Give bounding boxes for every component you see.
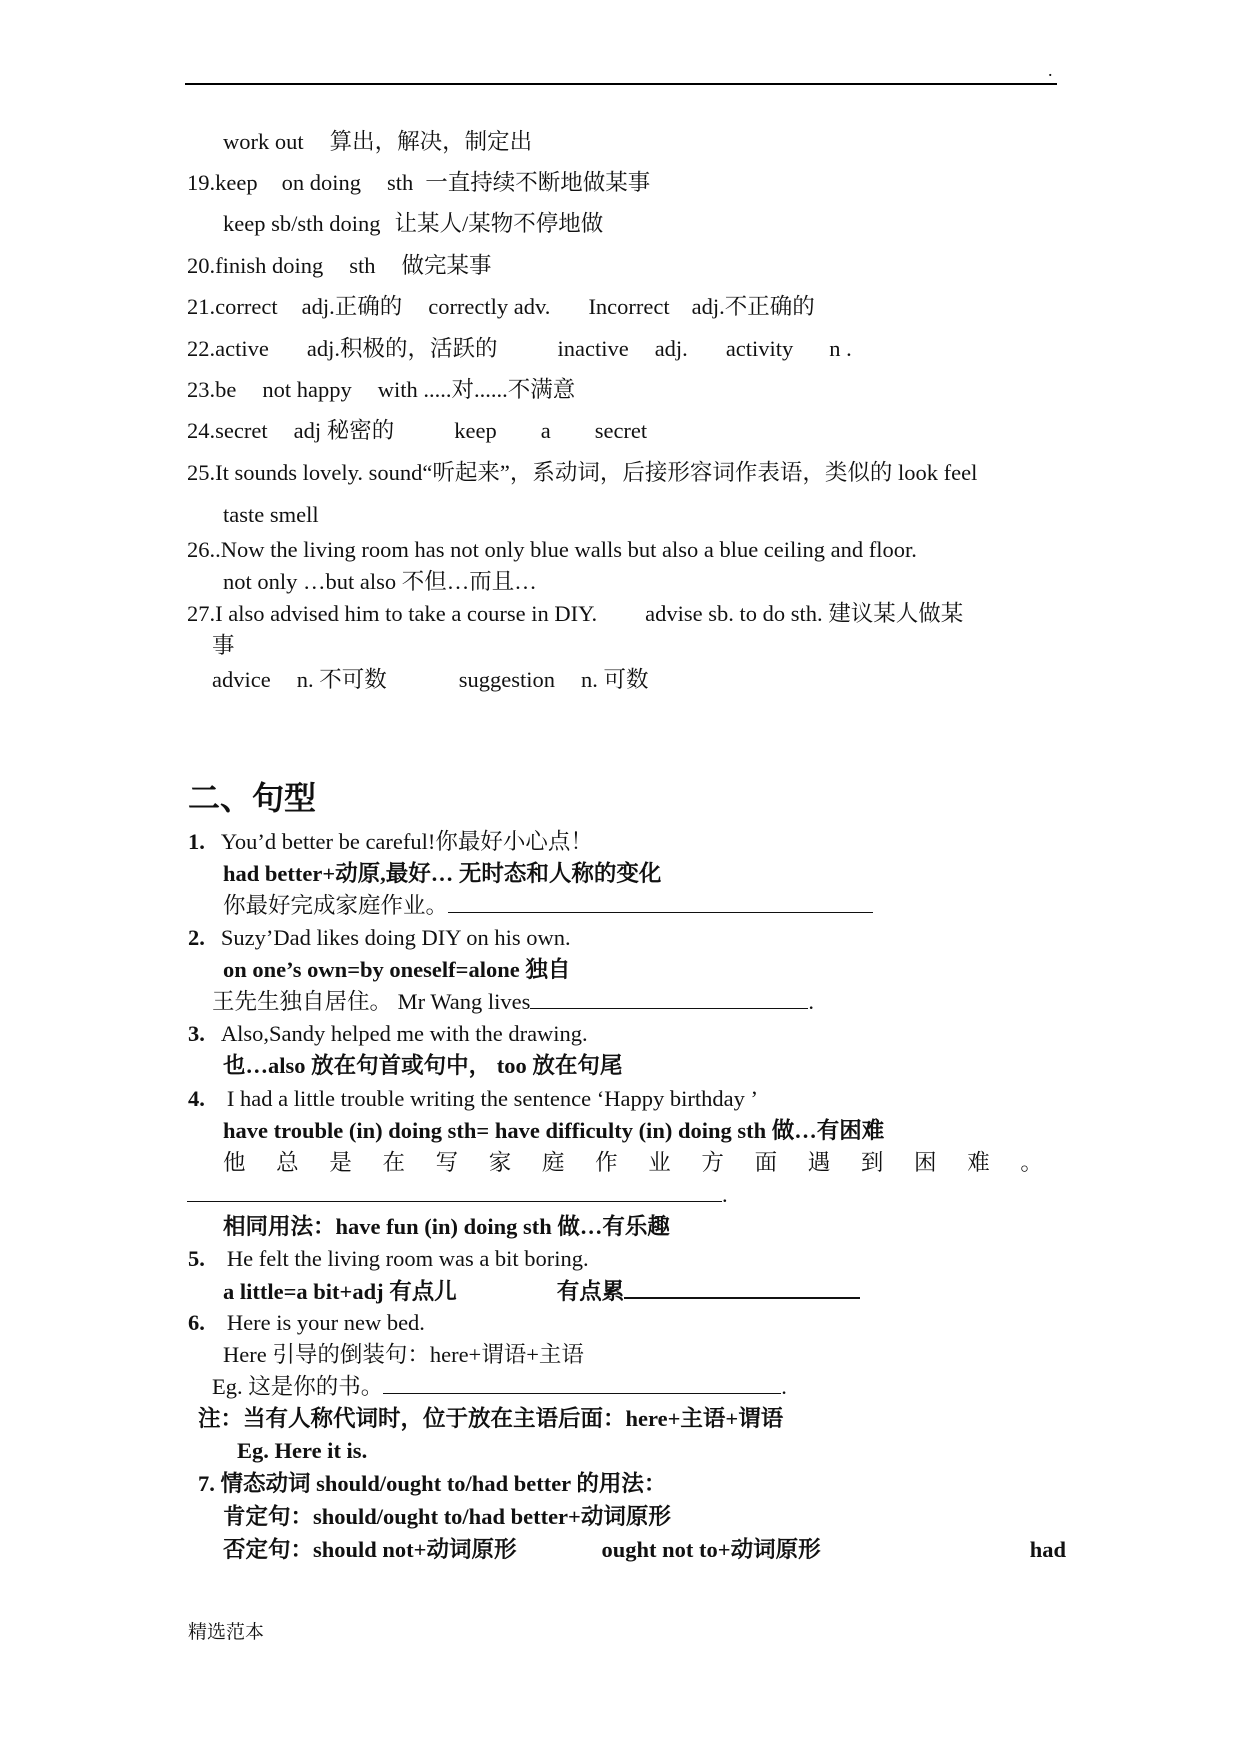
- sentence-4-rule-2: 相同用法：have fun (in) doing sth 做…有乐趣: [223, 1214, 670, 1239]
- sentence-6-rule: Here 引导的倒装句：here+谓语+主语: [223, 1342, 584, 1367]
- sentence-2-rule: on one’s own=by oneself=alone 独自: [223, 957, 571, 982]
- vocab-line-27-cont: 事: [212, 633, 235, 658]
- vocab-line-27: 27.I also advised him to take a course in DIY. advise sb. to do sth. 建议某人做某: [187, 601, 964, 626]
- vocab-line-19: 19.keep on doing sth 一直持续不断地做某事: [187, 170, 651, 195]
- vocab-line-20: 20.finish doing sth 做完某事: [187, 253, 492, 278]
- vocab-line-21: 21.correct adj.正确的 correctly adv. Incorrect adj.不正确的: [187, 294, 815, 319]
- sentence-3: 3. Also,Sandy helped me with the drawing.: [188, 1021, 588, 1046]
- sentence-6-exercise: Eg. 这是你的书。 .: [212, 1374, 787, 1399]
- sentence-5-rule: a little=a bit+adj 有点儿 有点累: [223, 1277, 860, 1306]
- sentence-1-exercise: 你最好完成家庭作业。: [223, 892, 873, 920]
- answer-blank[interactable]: [530, 988, 808, 1009]
- sentence-6-note-eg: Eg. Here it is.: [237, 1438, 368, 1463]
- answer-blank[interactable]: [187, 1181, 722, 1202]
- vocab-line-22: 22.active adj.积极的，活跃的 inactive adj. activity n .: [187, 336, 852, 361]
- sentence-7-negative: 否定句：should not+动词原形 ought not to+动词原形 had: [223, 1537, 1066, 1562]
- answer-blank[interactable]: [383, 1373, 781, 1394]
- vocab-line-24: 24.secret adj 秘密的 keep a secret: [187, 418, 648, 443]
- sentence-3-rule: 也…also 放在句首或句中， too 放在句尾: [223, 1053, 623, 1078]
- answer-blank[interactable]: [448, 892, 873, 913]
- section-title: 二、句型: [188, 779, 317, 817]
- sentence-4-exercise-blank: .: [187, 1181, 728, 1209]
- sentence-4-rule: have trouble (in) doing sth= have difficulty (in) doing sth 做…有困难: [223, 1118, 885, 1143]
- sentence-2-exercise: 王先生独自居住。 Mr Wang lives .: [212, 989, 815, 1014]
- vocab-line-23: 23.be not happy with .....对......不满意: [187, 377, 576, 402]
- header-dot: .: [1048, 60, 1053, 80]
- sentence-4-exercise: 他 总 是 在 写 家 庭 作 业 方 面 遇 到 困 难 。: [223, 1150, 1043, 1175]
- vocab-line-26-cont: not only …but also 不但…而且…: [223, 569, 537, 594]
- vocab-line-25: 25.It sounds lovely. sound“听起来”，系动词，后接形容词作表语，类似的 look feel: [187, 460, 978, 485]
- sentence-1: 1. You’d better be careful!你最好小心点！: [188, 829, 593, 854]
- vocab-line-advice: advice n. 不可数 suggestion n. 可数: [212, 667, 649, 692]
- header-rule: [185, 83, 1057, 85]
- vocab-line-26: 26..Now the living room has not only blue walls but also a blue ceiling and floor.: [187, 537, 917, 562]
- sentence-2: 2. Suzy’Dad likes doing DIY on his own.: [188, 925, 571, 950]
- answer-blank[interactable]: [624, 1277, 860, 1299]
- vocab-line-work-out: work out 算出，解决，制定出: [223, 129, 533, 154]
- sentence-5: 5. He felt the living room was a bit boring.: [188, 1246, 589, 1271]
- footer-label: 精选范本: [188, 1622, 265, 1643]
- vocab-line-keep-sb: keep sb/sth doing 让某人/某物不停地做: [223, 211, 604, 236]
- sentence-4: 4. I had a little trouble writing the sentence ‘Happy birthday ’: [188, 1086, 758, 1111]
- sentence-6: 6. Here is your new bed.: [188, 1310, 425, 1335]
- sentence-1-rule: had better+动原,最好… 无时态和人称的变化: [223, 861, 662, 886]
- sentence-6-note: 注：当有人称代词时，位于放在主语后面：here+主语+谓语: [198, 1406, 784, 1431]
- sentence-7-title: 7. 情态动词 should/ought to/had better 的用法：: [198, 1471, 667, 1496]
- vocab-line-25-cont: taste smell: [223, 502, 319, 527]
- sentence-7-positive: 肯定句：should/ought to/had better+动词原形: [223, 1504, 671, 1529]
